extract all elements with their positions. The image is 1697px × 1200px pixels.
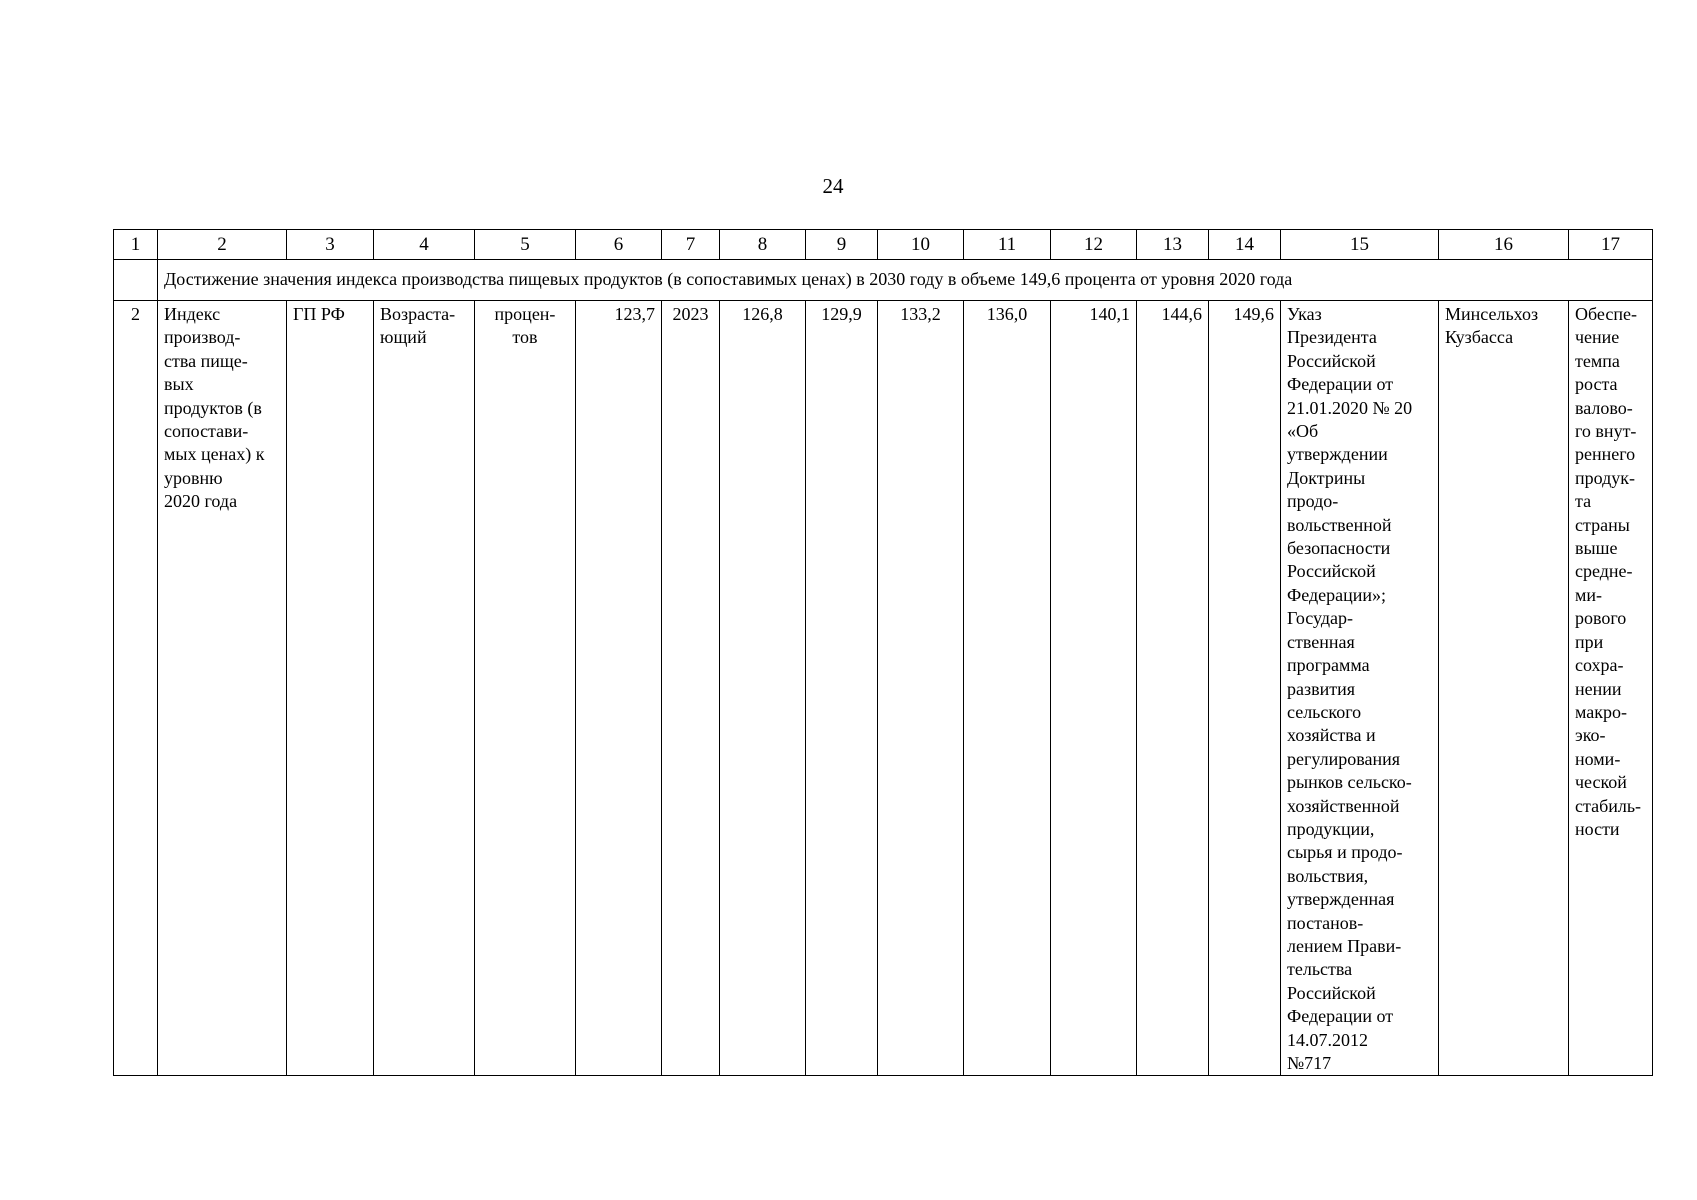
column-number: 8 bbox=[720, 230, 806, 260]
unit-cell: процен- тов bbox=[475, 301, 576, 1076]
column-number: 5 bbox=[475, 230, 576, 260]
goal-linkage: Обеспе- чение темпа роста валово- го внут- реннего продук- та страны выше средне- ми- рового при сохра- нении макро- эко- номи- ческой стабиль- ности bbox=[1569, 301, 1653, 1076]
indicator-name: Индекс производ- ства пище- вых продуктов (в сопостави- мых ценах) к уровню 2020 года bbox=[158, 301, 287, 1076]
indicator-type: Возраста- ющий bbox=[374, 301, 475, 1076]
column-number: 9 bbox=[806, 230, 878, 260]
column-number: 1 bbox=[114, 230, 158, 260]
column-number: 3 bbox=[287, 230, 374, 260]
empty-cell bbox=[114, 260, 158, 301]
section-title: Достижение значения индекса производства пищевых продуктов (в сопоставимых ценах) в 2030 году в объеме 149,6 процента от уровня 2020 года bbox=[158, 260, 1653, 301]
value-2025: 129,9 bbox=[806, 301, 878, 1076]
value-2027: 136,0 bbox=[964, 301, 1051, 1076]
column-number: 2 bbox=[158, 230, 287, 260]
section-row bbox=[114, 260, 1653, 301]
source-cell: ГП РФ bbox=[287, 301, 374, 1076]
column-number: 14 bbox=[1209, 230, 1281, 260]
value-2028: 140,1 bbox=[1051, 301, 1137, 1076]
column-number: 15 bbox=[1281, 230, 1439, 260]
indicators-table bbox=[113, 229, 1653, 1076]
value-2026: 133,2 bbox=[878, 301, 964, 1076]
value-2030: 149,6 bbox=[1209, 301, 1281, 1076]
responsible-body: Минсельхоз Кузбасса bbox=[1439, 301, 1569, 1076]
page-number: 24 bbox=[822, 174, 844, 198]
value-2024: 126,8 bbox=[720, 301, 806, 1076]
base-year: 2023 bbox=[662, 301, 720, 1076]
table-row bbox=[114, 301, 1653, 1076]
base-value: 123,7 bbox=[576, 301, 662, 1076]
column-number: 12 bbox=[1051, 230, 1137, 260]
column-number: 10 bbox=[878, 230, 964, 260]
value-2029: 144,6 bbox=[1137, 301, 1209, 1076]
column-number: 17 bbox=[1569, 230, 1653, 260]
column-number: 4 bbox=[374, 230, 475, 260]
column-number: 16 bbox=[1439, 230, 1569, 260]
column-number: 11 bbox=[964, 230, 1051, 260]
column-number: 7 bbox=[662, 230, 720, 260]
regulatory-document: Указ Президента Российской Федерации от 21.01.2020 № 20 «Об утверждении Доктрины продо- вольственной безопасности Российской Федерации»; Государ- ственная программа развития сельского хозяйства и регулирования рынков сельско- хозяйственной продукции, сырья и продо- вольствия, утвержденная постанов- лением Прави- тельства Российской Федерации от 14.07.2012 №717 bbox=[1281, 301, 1439, 1076]
row-number: 2 bbox=[114, 301, 158, 1076]
column-number-row bbox=[114, 230, 1653, 260]
column-number: 6 bbox=[576, 230, 662, 260]
column-number: 13 bbox=[1137, 230, 1209, 260]
